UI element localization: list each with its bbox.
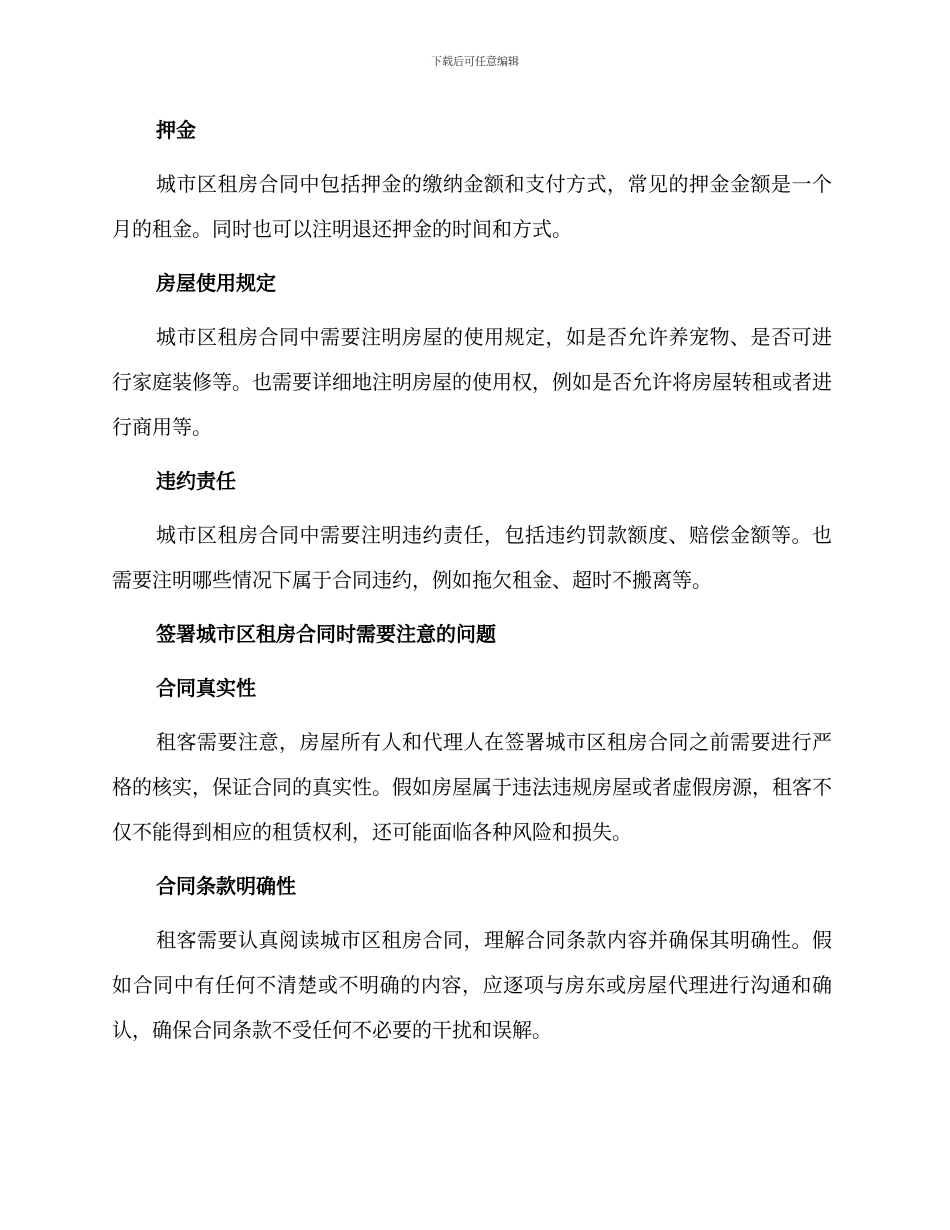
- section-body-usage-rules: 城市区租房合同中需要注明房屋的使用规定，如是否允许养宠物、是否可进行家庭装修等。也需要详细地注明房屋的使用权，例如是否允许将房屋转租或者进行商用等。: [112, 325, 832, 439]
- section-heading-deposit: 押金: [156, 118, 196, 142]
- document-body: [112, 108, 832, 1062]
- section-body-clause-clarity: 租客需要认真阅读城市区租房合同，理解合同条款内容并确保其明确性。假如合同中有任何不清楚或不明确的内容，应逐项与房东或房屋代理进行沟通和确认，确保合同条款不受任何不必要的干扰和误解。: [112, 928, 832, 1042]
- section-heading-usage-rules: 房屋使用规定: [156, 271, 276, 295]
- section-heading-signing-notes: 签署城市区租房合同时需要注意的问题: [156, 622, 496, 646]
- section-body-authenticity: 租客需要注意，房屋所有人和代理人在签署城市区租房合同之前需要进行严格的核实，保证合同的真实性。假如房屋属于违法违规房屋或者虚假房源，租客不仅不能得到相应的租赁权利，还可能面临各种风险和损失。: [112, 730, 832, 844]
- section-heading-breach-liability: 违约责任: [156, 469, 236, 493]
- section-heading-authenticity: 合同真实性: [156, 676, 256, 700]
- section-body-breach-liability: 城市区租房合同中需要注明违约责任，包括违约罚款额度、赔偿金额等。也需要注明哪些情况下属于合同违约，例如拖欠租金、超时不搬离等。: [112, 523, 832, 592]
- section-heading-clause-clarity: 合同条款明确性: [156, 874, 296, 898]
- page-header: 下载后可任意编辑: [431, 55, 519, 68]
- section-body-deposit: 城市区租房合同中包括押金的缴纳金额和支付方式，常见的押金金额是一个月的租金。同时也可以注明退还押金的时间和方式。: [112, 172, 832, 241]
